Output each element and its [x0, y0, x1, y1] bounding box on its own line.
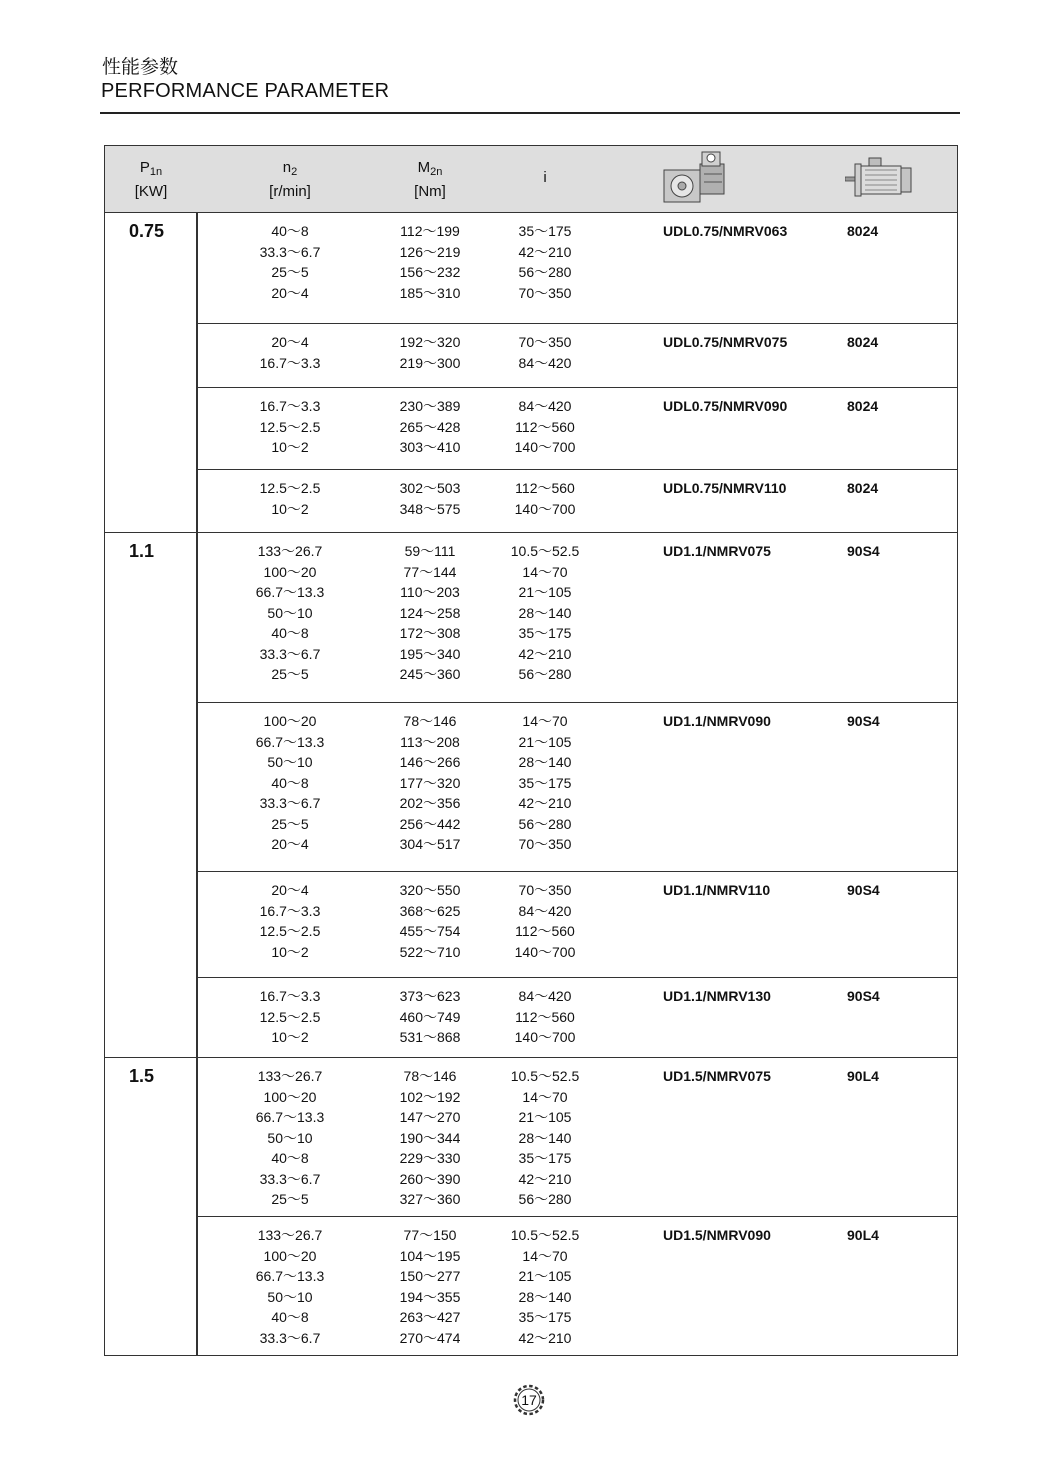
gearmotor-model: UD1.1/NMRV130	[663, 988, 771, 1004]
ratio-cell	[505, 1066, 585, 1210]
motor-type: 8024	[847, 398, 879, 414]
i-value: 35～175	[518, 625, 572, 641]
n2-value: 16.7～3.3	[259, 902, 321, 919]
m2-value: 230～389	[399, 398, 461, 414]
n2-value: 25～5	[271, 815, 309, 832]
n2-value: 20～4	[271, 882, 309, 898]
page-number: 17	[521, 1392, 537, 1408]
i-value: 42～210	[518, 1170, 572, 1187]
m2-value: 124～258	[399, 604, 461, 621]
row-divider	[196, 977, 957, 978]
n2-value: 20～4	[271, 836, 309, 852]
power-column-divider	[196, 212, 198, 1355]
m2-value: 77～144	[403, 563, 457, 580]
i-value: 42～210	[518, 243, 572, 260]
ratio-cell	[505, 396, 585, 458]
m2-value: 263～427	[399, 1309, 461, 1325]
i-value: 70～350	[518, 882, 572, 898]
gearmotor-model: UD1.5/NMRV090	[663, 1227, 771, 1243]
m2-value: 190～344	[399, 1129, 461, 1146]
m2-value: 177～320	[399, 774, 461, 791]
n2-value: 40～8	[271, 774, 309, 791]
m2-value: 348～575	[399, 500, 461, 517]
m2-value: 256～442	[399, 815, 461, 832]
m2-value: 112～199	[400, 223, 460, 239]
motor-type: 8024	[847, 334, 879, 350]
i-value: 70～350	[518, 334, 572, 350]
n2-value: 100～20	[263, 1088, 317, 1105]
i-value: 56～280	[518, 264, 572, 280]
n2-value: 100～20	[263, 563, 317, 580]
n2-value: 10～2	[271, 943, 309, 960]
n2-value: 33.3～6.7	[259, 645, 321, 662]
n2-value: 100～20	[263, 713, 317, 729]
i-value: 56～280	[518, 666, 572, 682]
n2-value: 100～20	[263, 1247, 317, 1264]
n2-value: 133～26.7	[257, 1068, 323, 1084]
n2-value: 12.5～2.5	[259, 1008, 321, 1025]
i-value: 14～70	[522, 1247, 568, 1264]
power-value: 1.1	[129, 541, 155, 561]
ratio-cell	[505, 711, 585, 855]
i-value: 14～70	[522, 1088, 568, 1105]
i-value: 10.5～52.5	[510, 1068, 580, 1084]
n2-value: 50～10	[267, 1129, 313, 1146]
i-value: 140～700	[514, 1029, 576, 1045]
i-value: 84～420	[518, 988, 572, 1004]
gearmotor-model: UD1.1/NMRV090	[663, 713, 771, 729]
header-power: $P_{1n}$ [KW]	[134, 159, 168, 200]
m2-value: 185～310	[399, 284, 461, 301]
speed-cell	[235, 1225, 345, 1348]
i-value: 28～140	[518, 754, 572, 770]
n2-value: 50～10	[267, 1288, 313, 1305]
motor-type: 90S4	[847, 713, 880, 729]
m2-value: 194～355	[399, 1288, 461, 1305]
group-divider	[105, 1057, 957, 1058]
i-value: 28～140	[518, 1129, 572, 1146]
ratio-cell	[505, 541, 585, 685]
m2-value: 229～330	[399, 1150, 461, 1166]
ratio-cell	[505, 1225, 585, 1348]
m2-value: 156～232	[399, 264, 461, 280]
i-value: 21～105	[518, 1268, 572, 1284]
m2-value: 113～208	[400, 733, 460, 750]
header-output-torque: $M_{2n}$ [Nm]	[414, 159, 446, 200]
torque-cell	[375, 711, 485, 855]
ratio-cell	[505, 880, 585, 962]
i-value: 14～70	[522, 713, 568, 729]
n2-value: 12.5～2.5	[259, 418, 321, 435]
m2-value: 302～503	[399, 480, 461, 496]
n2-value: 10～2	[271, 500, 309, 517]
n2-value: 50～10	[267, 754, 313, 770]
m2-value: 455～754	[399, 923, 461, 939]
power-value: 1.5	[129, 1066, 155, 1086]
i-value: 84～420	[518, 354, 572, 371]
n2-value: 66.7～13.3	[255, 1109, 325, 1125]
i-value: 10.5～52.5	[510, 543, 580, 559]
m2-value: 78～146	[403, 1068, 457, 1084]
n2-value: 10～2	[271, 1029, 309, 1045]
m2-value: 303～410	[399, 439, 461, 455]
speed-cell	[235, 986, 345, 1048]
speed-cell	[235, 221, 345, 303]
n2-value: 25～5	[271, 666, 309, 682]
n2-value: 133～26.7	[257, 543, 323, 559]
m2-value: 304～517	[399, 836, 461, 852]
n2-value: 33.3～6.7	[259, 795, 321, 811]
n2-value: 10～2	[271, 439, 309, 455]
motor-type: 90S4	[847, 988, 880, 1004]
n2-value: 20～4	[271, 334, 309, 350]
m2-value: 522～710	[399, 943, 461, 960]
i-value: 35～175	[518, 1309, 572, 1325]
torque-cell	[375, 478, 485, 519]
m2-value: 320～550	[399, 882, 461, 898]
i-value: 21～105	[518, 1109, 572, 1125]
i-value: 14～70	[522, 563, 568, 580]
m2-value: 126～219	[399, 243, 461, 260]
speed-cell	[235, 332, 345, 373]
gearmotor-model: UDL0.75/NMRV063	[663, 223, 788, 239]
m2-value: 260～390	[399, 1170, 461, 1187]
i-value: 84～420	[518, 902, 572, 919]
torque-cell	[375, 1225, 485, 1348]
m2-value: 327～360	[399, 1191, 461, 1207]
n2-value: 40～8	[271, 1309, 309, 1325]
n2-value: 133～26.7	[257, 1227, 323, 1243]
n2-value: 25～5	[271, 1191, 309, 1207]
m2-value: 147～270	[399, 1109, 461, 1125]
n2-value: 20～4	[271, 284, 309, 301]
row-divider	[196, 702, 957, 703]
ratio-cell	[505, 221, 585, 303]
m2-value: 102～192	[399, 1088, 461, 1105]
gearmotor-model: UD1.5/NMRV075	[663, 1068, 771, 1084]
table-header	[105, 146, 957, 213]
i-value: 28～140	[518, 1288, 572, 1305]
title-divider	[100, 112, 960, 114]
n2-value: 33.3～6.7	[259, 243, 321, 260]
speed-cell	[235, 880, 345, 962]
gearmotor-model: UDL0.75/NMRV075	[663, 334, 788, 350]
n2-value: 40～8	[271, 1150, 309, 1166]
m2-value: 150～277	[399, 1268, 461, 1284]
n2-value: 16.7～3.3	[259, 398, 321, 414]
n2-value: 66.7～13.3	[255, 584, 325, 600]
n2-value: 33.3～6.7	[259, 1329, 321, 1346]
i-value: 140～700	[514, 500, 576, 517]
m2-value: 59～111	[404, 543, 456, 559]
ratio-cell	[505, 332, 585, 373]
m2-value: 270～474	[399, 1329, 461, 1346]
m2-value: 460～749	[399, 1008, 461, 1025]
n2-value: 66.7～13.3	[255, 1268, 325, 1284]
motor-type: 90S4	[847, 882, 880, 898]
m2-value: 192～320	[399, 334, 461, 350]
n2-value: 12.5～2.5	[259, 480, 321, 496]
m2-value: 219～300	[399, 354, 461, 371]
m2-value: 195～340	[399, 645, 461, 662]
n2-value: 40～8	[271, 625, 309, 641]
n2-value: 16.7～3.3	[259, 988, 321, 1004]
m2-value: 245～360	[399, 666, 461, 682]
speed-cell	[235, 1066, 345, 1210]
row-divider	[196, 323, 957, 324]
row-divider	[196, 1216, 957, 1217]
torque-cell	[375, 221, 485, 303]
page-title: PERFORMANCE PARAMETER	[101, 80, 390, 102]
motor-type: 90L4	[847, 1227, 879, 1243]
i-value: 10.5～52.5	[510, 1227, 580, 1243]
m2-value: 146～266	[399, 754, 461, 770]
m2-value: 202～356	[399, 795, 461, 811]
gearmotor-model: UD1.1/NMRV110	[663, 882, 771, 898]
speed-cell	[235, 711, 345, 855]
m2-value: 265～428	[399, 418, 461, 435]
electric-motor-icon	[845, 156, 915, 202]
m2-value: 373～623	[399, 988, 461, 1004]
m2-value: 77～150	[403, 1227, 457, 1243]
speed-cell	[235, 541, 345, 685]
motor-type: 90L4	[847, 1068, 879, 1084]
performance-table	[104, 145, 958, 1356]
n2-value: 50～10	[267, 604, 313, 621]
i-value: 28～140	[518, 604, 572, 621]
m2-value: 78～146	[403, 713, 457, 729]
torque-cell	[375, 1066, 485, 1210]
speed-cell	[235, 396, 345, 458]
group-divider	[105, 532, 957, 533]
i-value: 35～175	[518, 223, 572, 239]
header-ratio: i	[543, 169, 547, 186]
torque-cell	[375, 396, 485, 458]
page-title-chinese: 性能参数	[102, 56, 179, 78]
page-number-badge	[512, 1383, 546, 1417]
ratio-cell	[505, 478, 585, 519]
n2-value: 33.3～6.7	[259, 1170, 321, 1187]
i-value: 35～175	[518, 774, 572, 791]
torque-cell	[375, 332, 485, 373]
row-divider	[196, 871, 957, 872]
motor-type: 8024	[847, 480, 879, 496]
worm-gearbox-icon	[660, 150, 732, 206]
i-value: 112～560	[515, 923, 575, 939]
torque-cell	[375, 986, 485, 1048]
gearmotor-model: UD1.1/NMRV075	[663, 543, 771, 559]
i-value: 42～210	[518, 795, 572, 811]
motor-type: 90S4	[847, 543, 880, 559]
i-value: 112～560	[515, 418, 575, 435]
n2-value: 66.7～13.3	[255, 733, 325, 750]
power-value: 0.75	[129, 221, 165, 241]
i-value: 35～175	[518, 1150, 572, 1166]
i-value: 112～560	[515, 480, 575, 496]
torque-cell	[375, 880, 485, 962]
row-divider	[196, 469, 957, 470]
m2-value: 110～203	[400, 584, 460, 600]
i-value: 112～560	[515, 1008, 575, 1025]
n2-value: 16.7～3.3	[259, 354, 321, 371]
header-output-speed: $n_2$ [r/min]	[269, 159, 311, 200]
i-value: 42～210	[518, 1329, 572, 1346]
i-value: 70～350	[518, 284, 572, 301]
i-value: 70～350	[518, 836, 572, 852]
ratio-cell	[505, 986, 585, 1048]
i-value: 56～280	[518, 815, 572, 832]
i-value: 140～700	[514, 439, 576, 455]
n2-value: 12.5～2.5	[259, 923, 321, 939]
i-value: 84～420	[518, 398, 572, 414]
torque-cell	[375, 541, 485, 685]
speed-cell	[235, 478, 345, 519]
gearmotor-model: UDL0.75/NMRV090	[663, 398, 788, 414]
n2-value: 25～5	[271, 264, 309, 280]
m2-value: 104～195	[399, 1247, 461, 1264]
gearmotor-model: UDL0.75/NMRV110	[663, 480, 787, 496]
i-value: 42～210	[518, 645, 572, 662]
m2-value: 368～625	[399, 902, 461, 919]
n2-value: 40～8	[271, 223, 309, 239]
i-value: 21～105	[518, 733, 572, 750]
i-value: 21～105	[518, 584, 572, 600]
i-value: 140～700	[514, 943, 576, 960]
row-divider	[196, 387, 957, 388]
motor-type: 8024	[847, 223, 879, 239]
m2-value: 531～868	[399, 1029, 461, 1045]
i-value: 56～280	[518, 1191, 572, 1207]
m2-value: 172～308	[399, 625, 461, 641]
